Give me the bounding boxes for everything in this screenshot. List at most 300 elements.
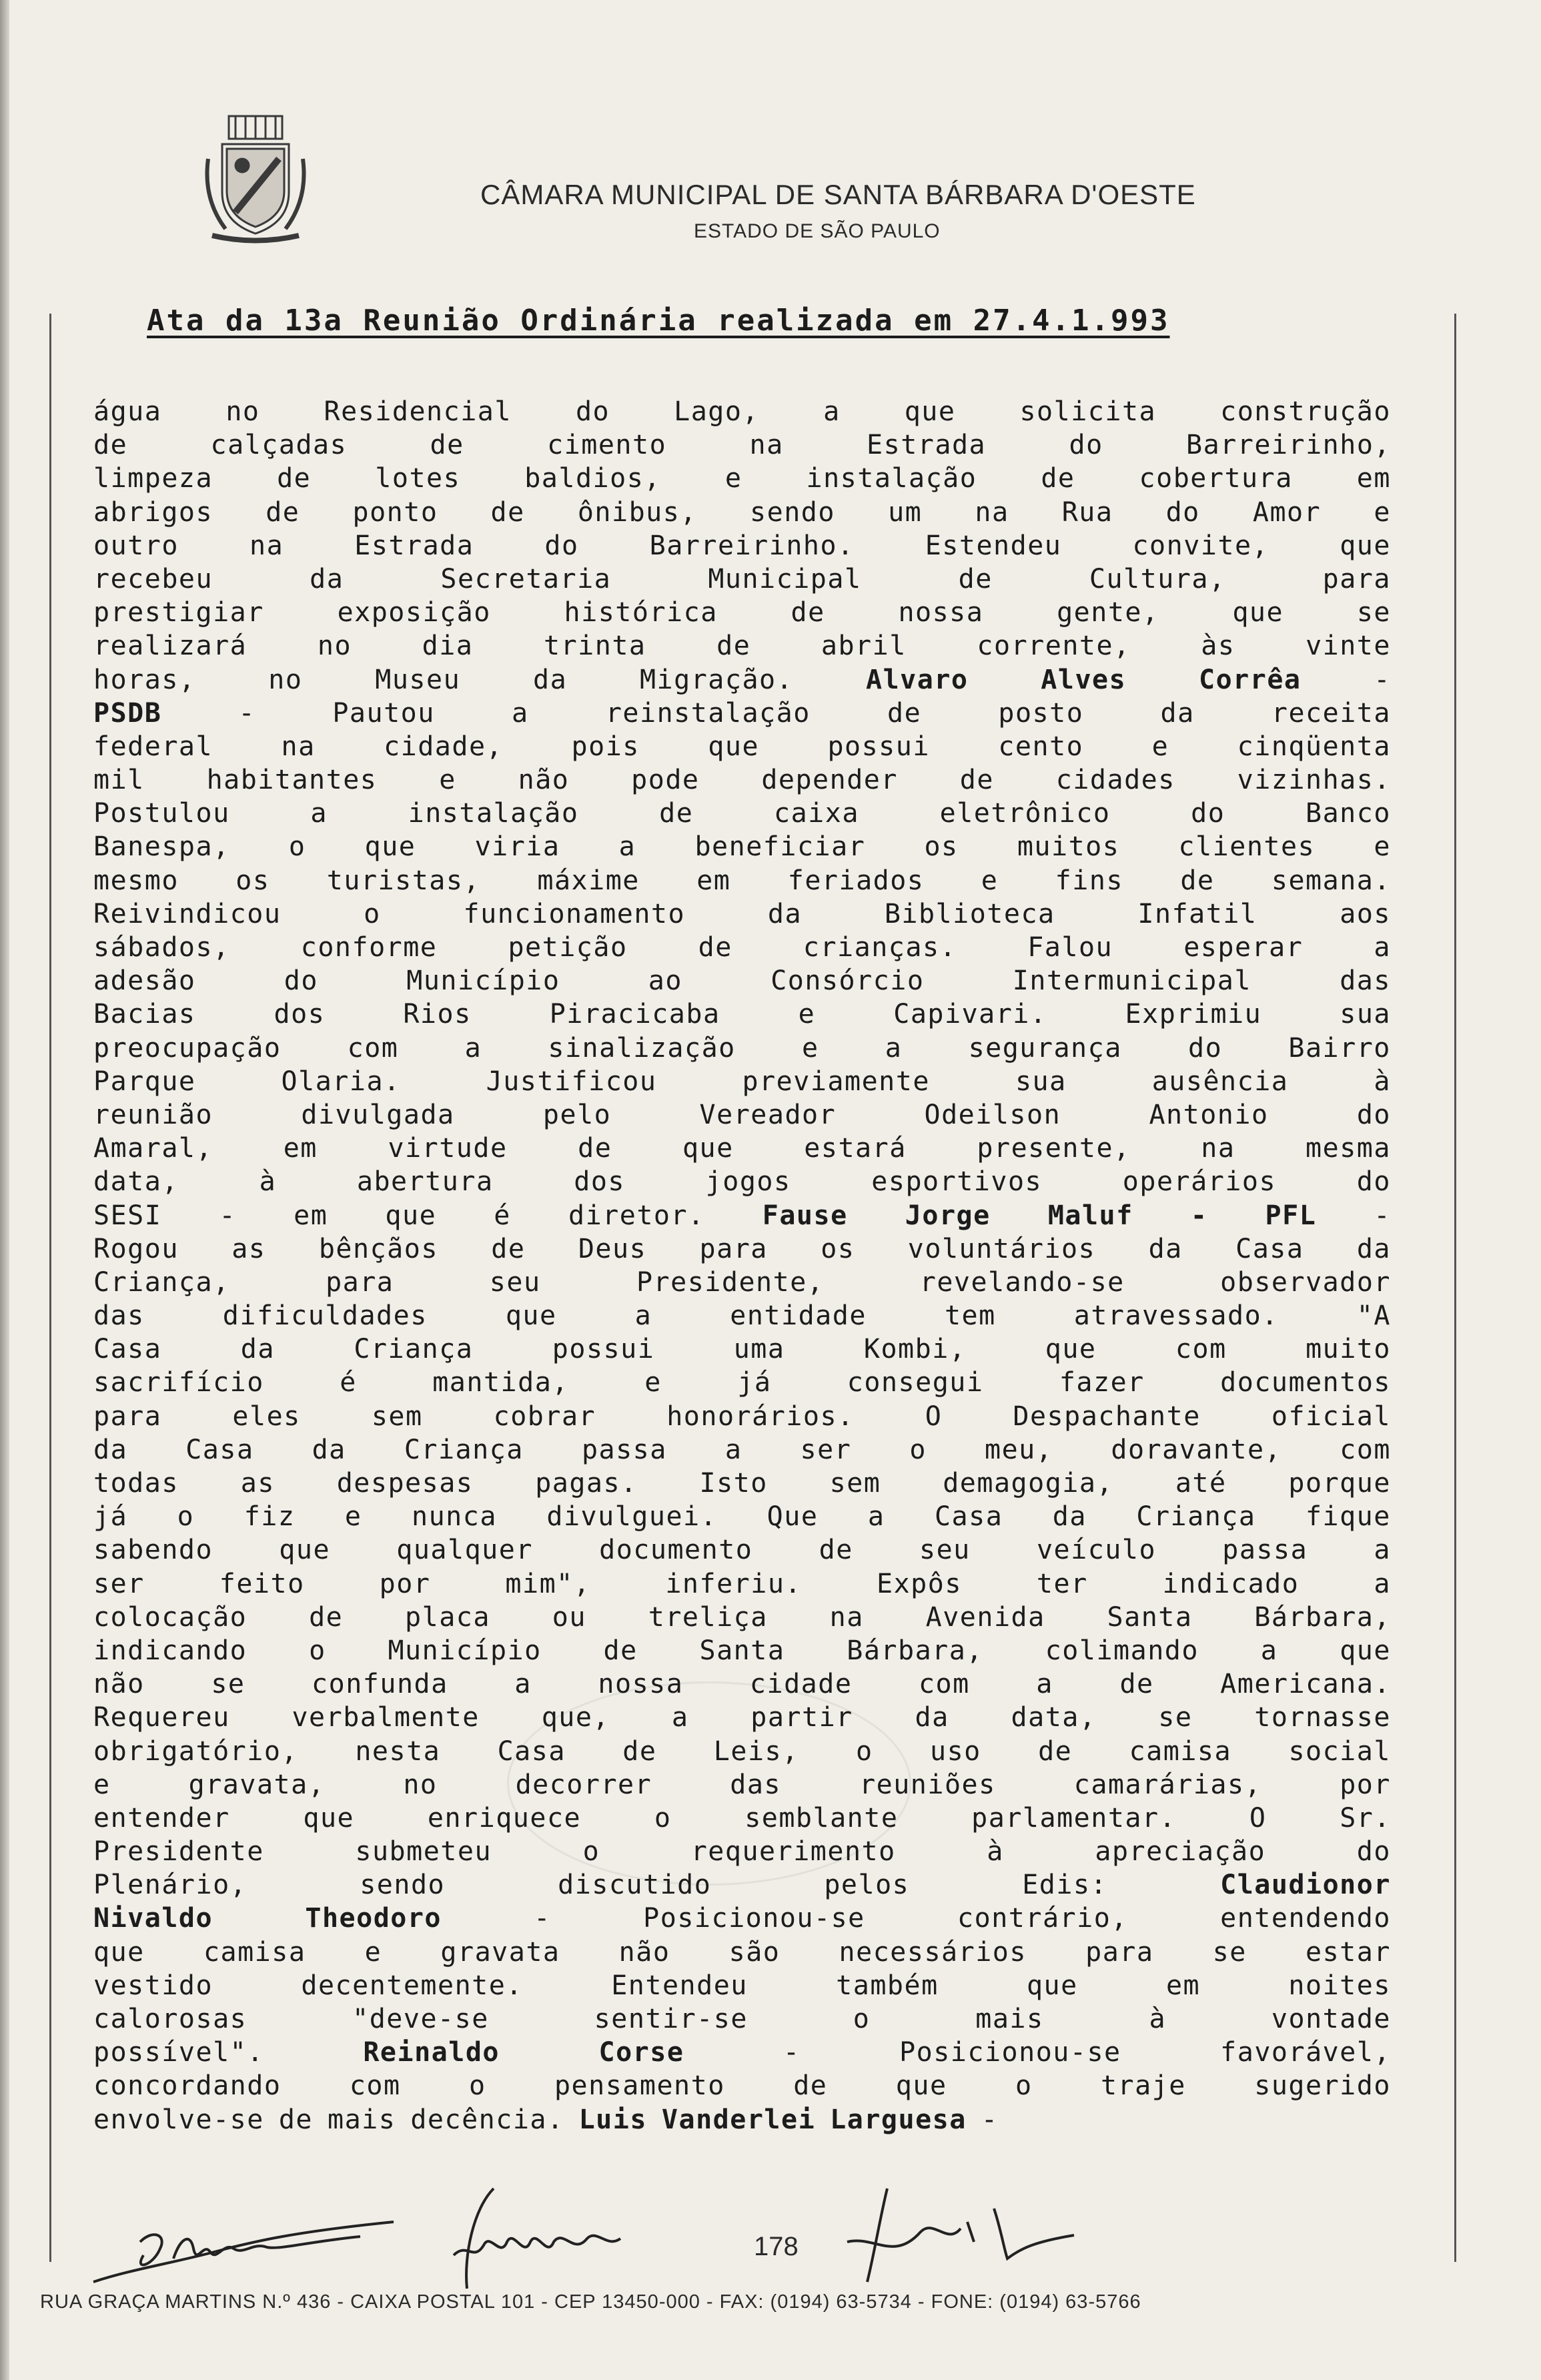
text-word: que — [895, 2070, 947, 2102]
text-word: a — [671, 1702, 689, 1733]
text-word: Falou — [1027, 932, 1113, 963]
text-word: documentos — [1220, 1367, 1391, 1399]
text-word: Casa — [934, 1501, 1003, 1533]
text-word: - — [534, 1903, 551, 1934]
text-word: pagas. — [535, 1468, 638, 1499]
text-word: do — [284, 965, 318, 997]
speaker-name-word: Reinaldo — [363, 2037, 500, 2068]
text-word: favorável, — [1220, 2037, 1391, 2068]
text-word: atravessado. — [1073, 1300, 1279, 1332]
text-word: prestigiar — [93, 597, 264, 629]
text-word: feito — [219, 1568, 305, 1599]
page-edge — [0, 0, 9, 2380]
text-word: a — [310, 798, 328, 829]
text-word: divulgada — [301, 1099, 455, 1130]
text-word: Isto — [699, 1468, 768, 1499]
text-word: se — [211, 1669, 245, 1700]
text-word: as — [231, 1233, 266, 1264]
text-word: histórica — [564, 597, 718, 629]
municipal-coat-of-arms-icon — [199, 112, 312, 246]
text-word: de — [659, 798, 694, 829]
text-word: de — [491, 1233, 526, 1264]
text-word: vinte — [1306, 631, 1391, 662]
text-word: eles — [232, 1401, 301, 1432]
text-word: decência. — [410, 2104, 564, 2135]
text-word: e — [1151, 731, 1169, 762]
text-word: do — [1356, 1836, 1391, 1868]
text-word: na — [1201, 1133, 1235, 1164]
text-word: indicando — [93, 1635, 247, 1666]
text-word: que — [505, 1300, 557, 1332]
text-word: possível". — [93, 2037, 264, 2068]
text-word: Barreirinho, — [1186, 430, 1391, 461]
text-line — [93, 1533, 1391, 1567]
text-word: sendo — [360, 1870, 446, 1901]
text-line — [93, 562, 1391, 596]
text-line — [93, 596, 1391, 629]
text-word: os — [924, 831, 959, 863]
text-word: Presidente, — [636, 1266, 825, 1298]
text-word: a — [885, 1032, 903, 1064]
text-word: máxime — [537, 865, 640, 896]
text-word: jogos — [705, 1166, 791, 1198]
text-word: fiz — [243, 1501, 296, 1533]
text-word: discutido — [558, 1870, 712, 1901]
text-word: mantida, — [432, 1367, 569, 1399]
text-word: - — [1374, 664, 1391, 695]
text-word: reinstalação — [605, 697, 811, 729]
text-word: habitantes — [206, 765, 378, 796]
text-word: Estendeu — [925, 530, 1062, 561]
text-word: mesma — [1306, 1133, 1391, 1164]
text-word: partir — [750, 1702, 853, 1733]
text-line — [93, 1098, 1391, 1132]
text-word: divulguei. — [546, 1501, 718, 1533]
text-word: Americana. — [1220, 1669, 1391, 1700]
text-word: Exprimiu — [1125, 999, 1262, 1030]
speaker-name-word: Alves — [1041, 664, 1127, 695]
text-word: previamente — [742, 1066, 930, 1097]
text-word: semblante — [744, 1802, 899, 1834]
text-line — [93, 830, 1391, 863]
text-word: Municipal — [708, 563, 862, 594]
text-word: solicita — [1019, 396, 1157, 427]
text-word: realizará — [93, 631, 247, 662]
text-word: adesão — [93, 965, 196, 997]
text-word: de — [578, 1133, 612, 1164]
text-line — [93, 1902, 1391, 1935]
text-word: Casa — [185, 1434, 254, 1465]
text-word: com — [347, 1032, 399, 1064]
speaker-name-word: Corse — [598, 2037, 684, 2068]
text-word: nossa — [898, 597, 984, 629]
text-word: na — [829, 1601, 864, 1633]
text-word: Banespa, — [93, 831, 230, 863]
text-word: Barreirinho. — [649, 530, 855, 561]
text-word: no — [268, 664, 303, 695]
text-word: a — [1036, 1669, 1053, 1700]
text-line — [93, 730, 1391, 763]
text-word: Que — [766, 1501, 819, 1533]
text-word: uma — [733, 1334, 785, 1365]
text-word: passa — [581, 1434, 667, 1465]
text-word: e — [644, 1367, 662, 1399]
text-word: baldios, — [524, 463, 661, 494]
left-margin-rule — [49, 314, 51, 2262]
text-word: que — [93, 1936, 145, 1968]
text-word: e — [344, 1501, 362, 1533]
text-word: possui — [827, 731, 930, 762]
text-word: Município — [406, 965, 560, 997]
institution-name: CÂMARA MUNICIPAL DE SANTA BÁRBARA D'OESTE — [480, 179, 1196, 210]
text-word: traje — [1100, 2070, 1186, 2102]
text-word: preocupação — [93, 1032, 282, 1064]
text-line — [93, 1232, 1391, 1266]
text-word: Avenida — [925, 1601, 1045, 1633]
text-word: pensamento — [554, 2070, 725, 2102]
text-word: Entendeu — [611, 1970, 748, 2001]
text-word: e — [724, 463, 742, 494]
text-word: gente, — [1057, 597, 1159, 629]
text-word: de — [93, 430, 128, 461]
text-line — [93, 663, 1391, 697]
text-word: calçadas — [210, 430, 348, 461]
text-word: lotes — [375, 463, 461, 494]
text-word: data, — [93, 1166, 179, 1198]
text-word: na — [249, 530, 284, 561]
text-word: abertura — [356, 1166, 494, 1198]
text-word: de — [490, 496, 525, 528]
text-word: cidades — [1055, 765, 1175, 796]
text-word: da — [1052, 1501, 1087, 1533]
text-word: exposição — [337, 597, 491, 629]
text-word: que — [1026, 1970, 1078, 2001]
text-word: virtude — [388, 1133, 508, 1164]
text-word: de — [430, 430, 464, 461]
text-word: nesta — [355, 1735, 441, 1767]
text-word: Rua — [1061, 496, 1113, 528]
text-word: Santa — [1107, 1601, 1193, 1633]
text-word: por — [1340, 1769, 1391, 1800]
speaker-name-word: Theodoro — [305, 1903, 442, 1934]
text-word: consegui — [847, 1367, 984, 1399]
text-word: Criança — [354, 1334, 474, 1365]
text-word: e — [801, 1032, 819, 1064]
text-word: em — [294, 1200, 328, 1231]
text-word: à — [1149, 2004, 1167, 2034]
text-line — [93, 1768, 1391, 1802]
text-word: estará — [804, 1133, 907, 1164]
text-word: do — [1069, 430, 1103, 461]
document-title: Ata da 13a Reunião Ordinária realizada em 27.4.1.993 — [147, 304, 1170, 338]
text-word: sem — [371, 1401, 423, 1432]
text-line — [93, 1936, 1391, 1969]
text-word: de — [958, 563, 993, 594]
speaker-name-word: - — [1190, 1200, 1208, 1231]
text-word: e — [1374, 831, 1391, 863]
text-word: são — [728, 1936, 781, 1968]
text-line — [93, 1735, 1391, 1768]
text-line — [93, 1299, 1391, 1332]
text-line — [93, 1667, 1391, 1701]
text-word: de — [1180, 865, 1215, 896]
text-word: a — [867, 1501, 885, 1533]
text-word: sabendo — [93, 1535, 213, 1566]
text-word: de — [1041, 463, 1075, 494]
text-word: que, — [541, 1702, 610, 1733]
text-word: ponto — [352, 496, 438, 528]
text-line — [93, 1400, 1391, 1433]
text-word: sugerido — [1254, 2070, 1391, 2102]
text-line — [93, 2002, 1391, 2036]
text-line — [93, 629, 1391, 663]
text-word: é — [340, 1367, 357, 1399]
text-word: e — [798, 999, 816, 1030]
text-word: no — [317, 631, 352, 662]
text-word: da — [767, 898, 803, 929]
text-word: obrigatório, — [93, 1735, 298, 1767]
text-word: que — [385, 1200, 437, 1231]
signature-1 — [80, 2202, 427, 2295]
speaker-name-word: PFL — [1265, 1200, 1317, 1231]
text-word: pois — [571, 731, 640, 762]
text-word: Casa — [93, 1334, 162, 1365]
text-word: que — [279, 1535, 331, 1566]
text-word: social — [1288, 1735, 1391, 1767]
text-word: depender — [761, 765, 898, 796]
text-word: camisa — [1129, 1735, 1232, 1767]
text-word: gravata — [440, 1936, 560, 1968]
text-word: do — [1188, 1032, 1223, 1064]
text-line — [93, 1802, 1391, 1835]
text-line — [93, 1032, 1391, 1065]
text-word: de — [791, 597, 825, 629]
text-word: esportivos — [871, 1166, 1043, 1198]
text-word: da — [312, 1434, 346, 1465]
text-word: muito — [1306, 1334, 1391, 1365]
text-line — [93, 1835, 1391, 1868]
text-word: mesmo — [93, 865, 179, 896]
text-word: e — [981, 865, 999, 896]
text-word: do — [1356, 1166, 1391, 1198]
text-word: beneficiar — [694, 831, 866, 863]
text-word: a — [724, 1434, 742, 1465]
text-word: Museu — [375, 664, 461, 695]
text-word: Intermunicipal — [1012, 965, 1251, 997]
text-word: petição — [508, 932, 628, 963]
text-word: entender — [93, 1802, 230, 1834]
text-word: o — [1015, 2070, 1033, 2102]
text-word: diretor. — [568, 1200, 705, 1231]
text-word: Justificou — [486, 1066, 657, 1097]
text-word: Bárbara, — [847, 1635, 983, 1666]
text-word: na — [281, 731, 316, 762]
text-word: Infatil — [1137, 898, 1257, 929]
text-word: nossa — [598, 1669, 684, 1700]
text-word: Sr. — [1340, 1802, 1391, 1834]
text-word: Secretaria — [440, 563, 612, 594]
text-line — [93, 428, 1391, 462]
text-word: na — [975, 496, 1009, 528]
text-word: aos — [1340, 898, 1391, 929]
text-word: Posicionou-se — [899, 2037, 1121, 2068]
text-word: qualquer — [396, 1535, 533, 1566]
text-word: o — [468, 2070, 486, 2102]
text-word: apreciação — [1095, 1836, 1266, 1868]
text-word: demagogia, — [943, 1468, 1114, 1499]
text-word: operários — [1122, 1166, 1277, 1198]
text-word: que — [1340, 530, 1391, 561]
text-word: reunião — [93, 1099, 213, 1130]
text-word: concordando — [93, 2070, 282, 2102]
text-word: recebeu — [93, 563, 213, 594]
text-line — [93, 1701, 1391, 1734]
text-word: pelos — [824, 1870, 910, 1901]
text-word: Lago, — [674, 396, 760, 427]
text-word: - — [238, 697, 256, 729]
text-word: o — [582, 1836, 600, 1868]
right-margin-rule — [1454, 314, 1456, 2262]
text-word: Posicionou-se — [643, 1903, 865, 1934]
text-word: de — [622, 1735, 657, 1767]
text-word: Vereador — [699, 1099, 837, 1130]
text-word: a — [1374, 1535, 1391, 1566]
text-word: federal — [93, 731, 213, 762]
text-word: possui — [552, 1334, 655, 1365]
text-word: não — [93, 1669, 145, 1700]
text-line — [93, 496, 1391, 529]
text-word: sem — [829, 1468, 881, 1499]
text-word: construção — [1220, 396, 1391, 427]
text-line — [93, 797, 1391, 830]
text-word: horas, — [93, 664, 196, 695]
speaker-name-word: Jorge — [905, 1200, 991, 1231]
text-word: o — [177, 1501, 195, 1533]
text-word: revelando-se — [919, 1266, 1125, 1298]
text-word: Antonio — [1149, 1099, 1269, 1130]
speaker-name-word: Claudionor — [1220, 1870, 1391, 1901]
text-word: em — [283, 1133, 318, 1164]
text-word: inferiu. — [665, 1568, 802, 1599]
text-word: a — [634, 1300, 652, 1332]
text-word: até — [1175, 1468, 1227, 1499]
text-word: funcionamento — [463, 898, 686, 929]
text-line — [93, 1366, 1391, 1399]
text-word: do — [575, 396, 610, 427]
text-word: entidade — [730, 1300, 867, 1332]
text-word: os — [235, 865, 270, 896]
text-word: ausência — [1151, 1066, 1289, 1097]
text-word: que — [682, 1133, 734, 1164]
text-word: observador — [1220, 1266, 1391, 1298]
text-word: para — [326, 1266, 394, 1298]
text-word: submeteu — [355, 1836, 492, 1868]
text-word: a — [464, 1032, 482, 1064]
text-word: verbalmente — [292, 1702, 480, 1733]
footer-address: RUA GRAÇA MARTINS N.º 436 - CAIXA POSTAL 101 - CEP 13450-000 - FAX: (0194) 63-5734 - FONE: (0194) 63-5766 — [40, 2291, 1141, 2313]
text-word: voluntários — [907, 1233, 1096, 1264]
text-word: também — [836, 1970, 939, 2001]
text-word: colocação — [93, 1601, 247, 1633]
text-word: oficial — [1271, 1401, 1391, 1432]
text-word: sendo — [750, 496, 835, 528]
text-word: de — [793, 2070, 828, 2102]
text-line — [93, 1601, 1391, 1634]
text-word: conforme — [300, 932, 438, 963]
text-word: limpeza — [93, 463, 213, 494]
text-word: fazer — [1059, 1367, 1145, 1399]
text-word: Expôs — [877, 1568, 962, 1599]
text-word: cobrar — [493, 1401, 596, 1432]
text-word: Migração. — [639, 664, 794, 695]
text-word: receita — [1271, 697, 1391, 729]
text-word: despesas — [336, 1468, 474, 1499]
minutes-body — [93, 395, 1391, 2136]
text-word: que — [364, 831, 416, 863]
text-word: do — [1191, 798, 1225, 829]
text-line — [93, 1165, 1391, 1198]
text-word: de — [266, 496, 300, 528]
text-word: o — [309, 1635, 326, 1666]
text-word: o — [288, 831, 306, 863]
text-word: do — [1165, 496, 1200, 528]
text-word: que — [1045, 1334, 1097, 1365]
text-word: que — [708, 731, 760, 762]
text-word: "A — [1356, 1300, 1391, 1332]
text-word: à — [987, 1836, 1004, 1868]
text-word: corrente, — [977, 631, 1131, 662]
text-word: clientes — [1178, 831, 1316, 863]
text-word: água — [93, 396, 162, 427]
text-word: pode — [631, 765, 700, 796]
text-word: Criança — [1136, 1501, 1256, 1533]
text-word: de — [1038, 1735, 1073, 1767]
text-word: por — [379, 1568, 431, 1599]
text-word: Consórcio — [770, 965, 925, 997]
text-word: segurança — [968, 1032, 1122, 1064]
text-line — [93, 897, 1391, 931]
text-word: com — [1340, 1434, 1391, 1465]
text-line — [93, 1634, 1391, 1667]
text-word: Rios — [403, 999, 472, 1030]
text-line — [93, 2103, 1391, 2136]
text-word: veículo — [1036, 1535, 1157, 1566]
text-word: bênçãos — [318, 1233, 438, 1264]
text-word: - — [219, 1200, 237, 1231]
text-word: o — [364, 898, 381, 929]
text-word: requerimento — [690, 1836, 896, 1868]
text-line — [93, 763, 1391, 797]
text-word: pelo — [542, 1099, 612, 1130]
text-word: mais — [328, 2104, 396, 2135]
text-word: Despachante — [1013, 1401, 1201, 1432]
text-word: de — [278, 2104, 313, 2135]
text-word: no — [403, 1769, 438, 1800]
text-line — [93, 2069, 1391, 2102]
text-word: data, — [1011, 1702, 1097, 1733]
text-word: e — [439, 765, 456, 796]
text-word: Casa — [1235, 1233, 1304, 1264]
text-word: com — [349, 2070, 401, 2102]
text-word: o — [853, 2004, 871, 2034]
text-word: ser — [800, 1434, 852, 1465]
text-word: enriquece — [427, 1802, 582, 1834]
text-word: se — [1356, 597, 1391, 629]
text-word: contrário, — [957, 1903, 1128, 1934]
text-word: com — [1175, 1334, 1227, 1365]
speaker-name-word: Larguesa — [830, 2104, 967, 2135]
text-word: - — [783, 2037, 801, 2068]
